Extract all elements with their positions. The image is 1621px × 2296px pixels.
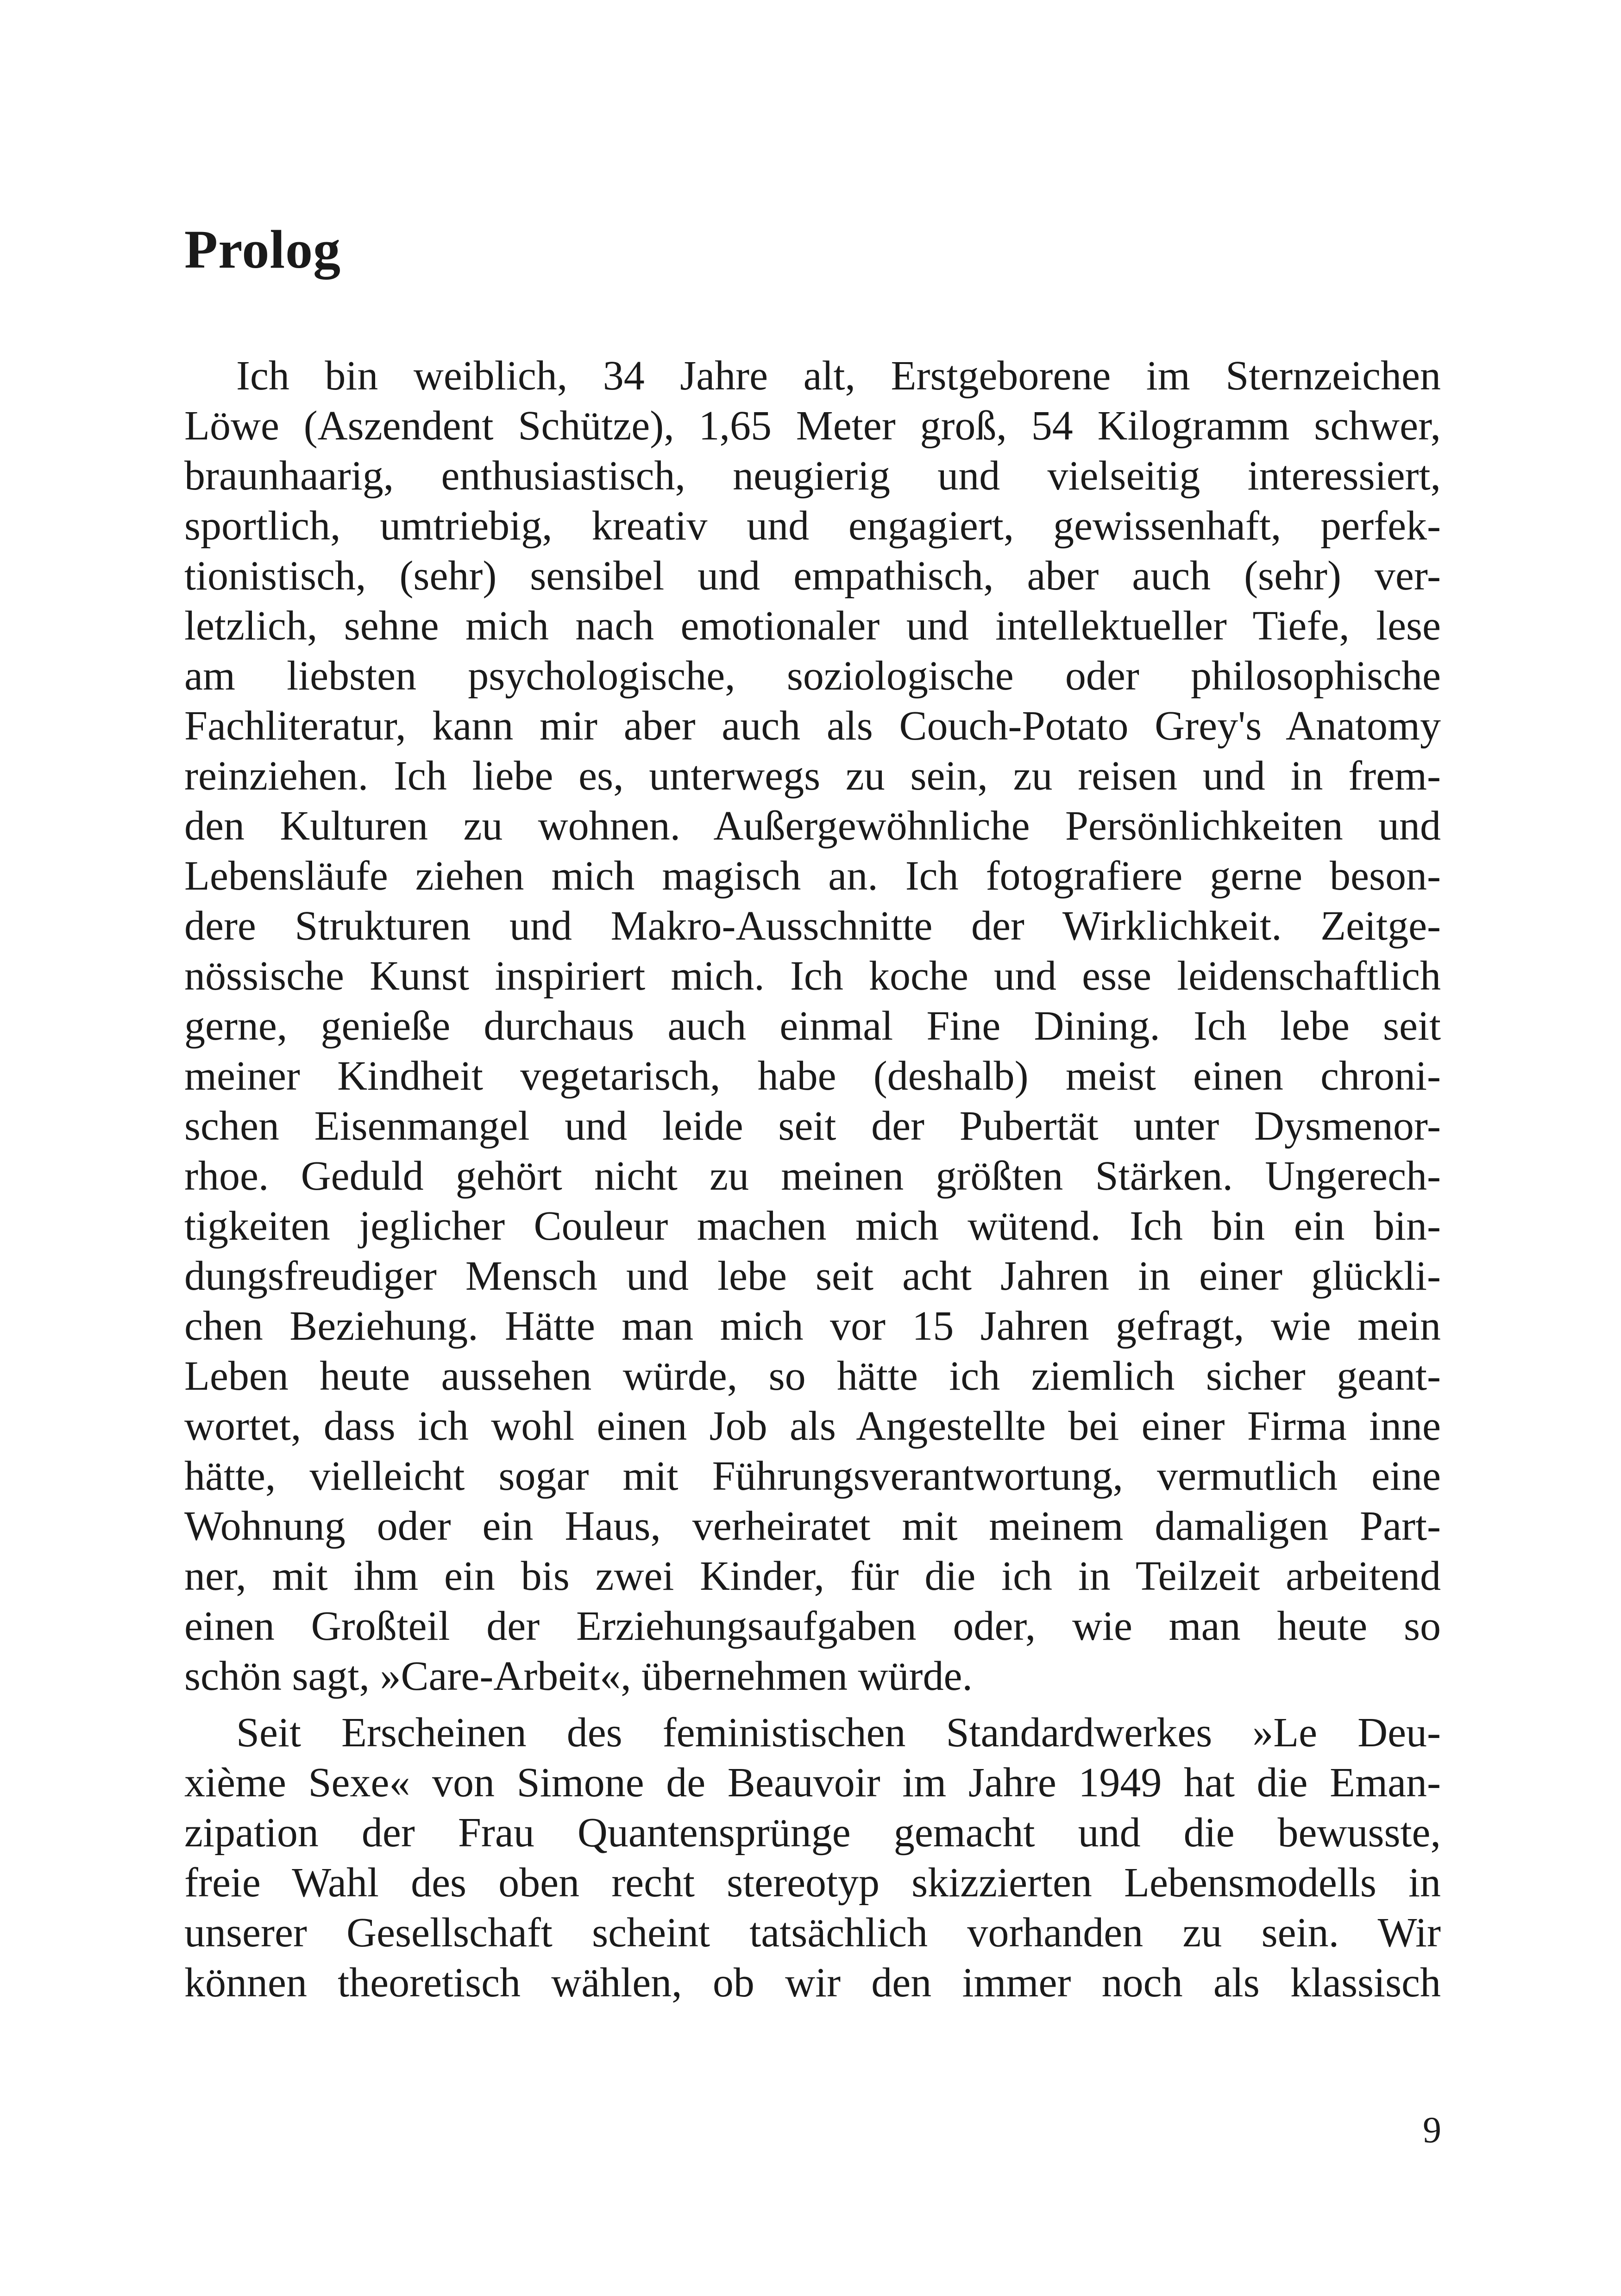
text-line: Seit Erscheinen des feministischen Standardwerkes »Le Deu- — [236, 1710, 1441, 1756]
text-line: dungsfreudiger Mensch und lebe seit acht Jahren in einer glückli- — [184, 1253, 1441, 1299]
text-line: Lebensläufe ziehen mich magisch an. Ich fotografiere gerne beson- — [184, 853, 1441, 899]
chapter-title: Prolog — [184, 219, 341, 280]
text-line: schön sagt, »Care-Arbeit«, übernehmen würde. — [184, 1653, 973, 1699]
text-line: Wohnung oder ein Haus, verheiratet mit meinem damaligen Part- — [184, 1503, 1441, 1549]
text-line: xième Sexe« von Simone de Beauvoir im Jahre 1949 hat die Eman- — [184, 1760, 1441, 1806]
text-line: schen Eisenmangel und leide seit der Pubertät unter Dysmenor- — [184, 1103, 1441, 1149]
text-line: braunhaarig, enthusiastisch, neugierig und vielseitig interessiert, — [184, 453, 1441, 499]
text-line: tionistisch, (sehr) sensibel und empathisch, aber auch (sehr) ver- — [184, 553, 1441, 599]
text-line: hätte, vielleicht sogar mit Führungsverantwortung, vermutlich eine — [184, 1453, 1441, 1499]
text-line: zipation der Frau Quantensprünge gemacht und die bewusste, — [184, 1810, 1441, 1856]
text-line: den Kulturen zu wohnen. Außergewöhnliche Persönlichkeiten und — [184, 803, 1441, 849]
paragraph-1 — [184, 351, 1441, 1701]
paragraph-2 — [184, 1708, 1441, 2008]
text-line: dere Strukturen und Makro-Ausschnitte der Wirklichkeit. Zeitge- — [184, 903, 1441, 949]
text-line: Leben heute aussehen würde, so hätte ich ziemlich sicher geant- — [184, 1353, 1441, 1399]
text-line: tigkeiten jeglicher Couleur machen mich wütend. Ich bin ein bin- — [184, 1203, 1441, 1249]
text-line: können theoretisch wählen, ob wir den immer noch als klassisch — [184, 1960, 1441, 2006]
text-line: Löwe (Aszendent Schütze), 1,65 Meter groß, 54 Kilogramm schwer, — [184, 403, 1441, 449]
text-line: rhoe. Geduld gehört nicht zu meinen größten Stärken. Ungerech- — [184, 1153, 1441, 1199]
text-line: Ich bin weiblich, 34 Jahre alt, Erstgeborene im Sternzeichen — [236, 353, 1441, 399]
text-line: unserer Gesellschaft scheint tatsächlich vorhanden zu sein. Wir — [184, 1910, 1441, 1956]
text-line: letzlich, sehne mich nach emotionaler und intellektueller Tiefe, lese — [184, 603, 1441, 649]
text-line: Fachliteratur, kann mir aber auch als Couch-Potato Grey's Anatomy — [184, 703, 1441, 749]
text-line: am liebsten psychologische, soziologische oder philosophische — [184, 653, 1441, 699]
text-line: sportlich, umtriebig, kreativ und engagiert, gewissenhaft, perfek- — [184, 503, 1441, 549]
text-line: nössische Kunst inspiriert mich. Ich koche und esse leidenschaftlich — [184, 953, 1441, 999]
text-line: einen Großteil der Erziehungsaufgaben oder, wie man heute so — [184, 1603, 1441, 1649]
text-line: meiner Kindheit vegetarisch, habe (deshalb) meist einen chroni- — [184, 1053, 1441, 1099]
text-line: chen Beziehung. Hätte man mich vor 15 Jahren gefragt, wie mein — [184, 1303, 1441, 1349]
text-line: wortet, dass ich wohl einen Job als Angestellte bei einer Firma inne — [184, 1403, 1441, 1449]
text-line: ner, mit ihm ein bis zwei Kinder, für die ich in Teilzeit arbeitend — [184, 1553, 1441, 1599]
text-line: freie Wahl des oben recht stereotyp skizzierten Lebensmodells in — [184, 1860, 1441, 1906]
text-line: gerne, genieße durchaus auch einmal Fine Dining. Ich lebe seit — [184, 1003, 1441, 1049]
text-line: reinziehen. Ich liebe es, unterwegs zu sein, zu reisen und in frem- — [184, 753, 1441, 799]
page-number: 9 — [1423, 2110, 1441, 2151]
